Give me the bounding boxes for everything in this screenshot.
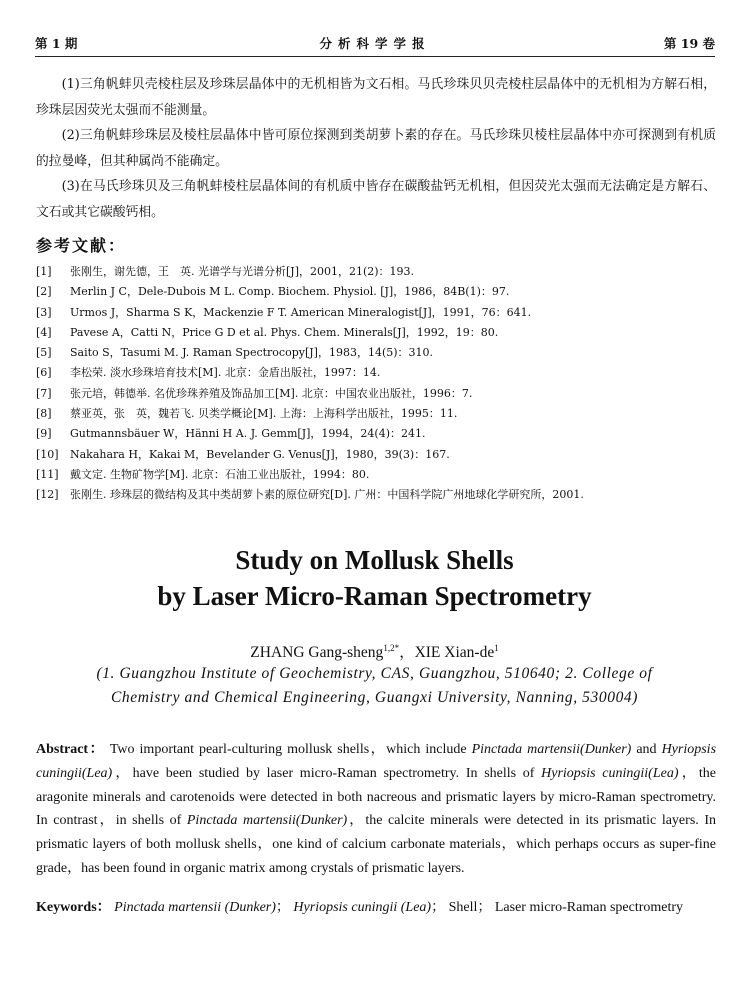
references-heading: 参考文献： (36, 236, 127, 255)
english-title-line2: by Laser Micro-Raman Spectrometry (157, 581, 592, 611)
reference-number: [5] (36, 346, 52, 360)
reference-item (36, 404, 726, 424)
running-header (35, 34, 715, 54)
abstract-text: and (631, 742, 662, 757)
header-rule (35, 56, 715, 57)
species-authority: (Dunker) (295, 813, 348, 829)
volume-number: 第 19 卷 (663, 36, 715, 51)
reference-text: 张刚生. 珍珠层的微结构及其中类胡萝卜素的原位研究[D]. 广州：中国科学院广州地球化学研究所，2001. (70, 488, 584, 502)
reference-number: [3] (36, 305, 52, 319)
journal-name: 分析科学学报 (319, 36, 431, 51)
abstract (36, 738, 716, 881)
keyword: Hyriopsis cuningii (293, 900, 398, 915)
reference-text: 张刚生，谢先德，王 英. 光谱学与光谱分析[J]，2001，21(2)：193. (70, 265, 415, 278)
abstract-text: ，have been studied by laser micro-Raman spectrometry. In shells of (112, 765, 542, 781)
keyword: Pinctada martensii (114, 900, 222, 915)
reference-text: Saito S，Tasumi M. J. Raman Spectrocopy[J]，1983，14(5)：310. (70, 346, 434, 360)
reference-number: [6] (36, 366, 52, 380)
conclusions-section (36, 72, 716, 225)
reference-item (36, 262, 726, 282)
abstract-text: ，the calcite minerals were detected in its prismatic layers. In prismatic layers of both mollusk shells，one kind of calcium carbonate materials，which perhaps occurs as super-fine grade，has been found in organic matrix among crystals of prismatic layers. (36, 813, 716, 876)
conclusion-item: (1)三角帆蚌贝壳棱柱层及珍珠层晶体中的无机相皆为文石相。马氏珍珠贝贝壳棱柱层晶体中的无机相为方解石相，珍珠层因荧光太强而不能测量。 (36, 77, 716, 118)
reference-item (36, 485, 726, 505)
reference-item (36, 424, 726, 444)
affiliation-line2: Chemistry and Chemical Engineering, Guangxi University, Nanning, 530004) (110, 689, 639, 706)
author-name: ZHANG Gang-sheng (250, 644, 384, 661)
reference-text: Urmos J，Sharma S K，Mackenzie F T. American Mineralogist[J]，1991，76：641. (70, 305, 532, 319)
reference-number: [1] (36, 265, 52, 278)
keyword: Laser micro-Raman spectrometry (494, 900, 684, 915)
reference-number: [8] (36, 407, 52, 421)
author-name: XIE Xian-de (414, 644, 495, 661)
reference-text: 蔡亚英，张 英，魏若飞. 贝类学概论[M]. 上海：上海科学出版社，1995：11. (70, 407, 458, 421)
species-name: Pinctada martensii (186, 813, 296, 829)
reference-item (36, 363, 726, 383)
reference-number: [12] (36, 488, 59, 502)
reference-number: [11] (36, 467, 59, 481)
reference-text: 张元培，韩德举. 名优珍珠养殖及饰品加工[M]. 北京：中国农业出版社，1996：7. (70, 386, 473, 400)
conclusion-item: (3)在马氏珍珠贝及三角帆蚌棱柱层晶体间的有机质中皆存在碳酸盐钙无机相，但因荧光太强而无法确定是方解石、文石或其它碳酸钙相。 (36, 179, 716, 220)
reference-item (36, 282, 726, 302)
authors (0, 640, 749, 662)
keyword-separator: ； (477, 900, 495, 915)
species-name: Pinctada martensii (471, 742, 581, 757)
reference-text: Merlin J C，Dele-Dubois M L. Comp. Biochem. Physiol. [J]，1986，84B(1)：97. (70, 285, 510, 299)
abstract-text: ，the aragonite minerals and carotenoids were detected in both nacreous and prismatic layers by micro-Raman spectrometry. In contrast，in shells of (36, 765, 716, 829)
reference-text: Pavese A，Catti N，Price G D et al. Phys. Chem. Minerals[J]，1992，19：80. (70, 325, 499, 339)
keywords (36, 896, 716, 919)
reference-item (36, 343, 726, 363)
reference-number: [2] (36, 285, 52, 299)
reference-item (36, 445, 726, 465)
reference-text: Gutmannsbäuer W，Hänni H A. J. Gemm[J]，1994，24(4)：241. (70, 427, 426, 441)
keywords-label: Keywords (36, 900, 97, 915)
conclusion-item: (2)三角帆蚌珍珠层及棱柱层晶体中皆可原位探测到类胡萝卜素的存在。马氏珍珠贝棱柱层晶体中亦可探测到有机质的拉曼峰，但其种属尚不能确定。 (36, 128, 716, 169)
reference-number: [9] (36, 427, 52, 441)
references-list (36, 262, 726, 506)
keyword-separator: ； (275, 900, 294, 915)
reference-item (36, 323, 726, 343)
species-authority: (Lea) (648, 765, 679, 781)
reference-number: [10] (36, 447, 59, 461)
species-name: Hyriopsis cuningii (36, 742, 717, 781)
author-separator: ， (399, 644, 415, 661)
keyword-separator: ； (431, 900, 449, 915)
keywords-colon: ： (96, 900, 111, 915)
species-authority: (Lea) (81, 765, 113, 781)
species-name: Hyriopsis cuningii (541, 765, 649, 781)
keyword-authority: (Lea) (397, 900, 432, 915)
abstract-text: Two important pearl-culturing mollusk shells，which include (105, 742, 472, 757)
reference-text: 戴文定. 生物矿物学[M]. 北京：石油工业出版社，1994：80. (70, 467, 370, 481)
issue-number: 第 1 期 (35, 36, 78, 51)
affiliation-line1: (1. Guangzhou Institute of Geochemistry, CAS, Guangzhou, 510640; 2. College of (96, 665, 653, 682)
english-title-line1: Study on Mollusk Shells (235, 545, 514, 575)
abstract-label: Abstract (36, 742, 89, 757)
keyword-authority: (Dunker) (221, 900, 276, 915)
reference-item (36, 303, 726, 323)
reference-text: Nakahara H，Kakai M，Bevelander G. Venus[J]，1980，39(3)：167. (70, 447, 450, 461)
abstract-colon: ： (88, 742, 106, 757)
reference-number: [4] (36, 325, 52, 339)
reference-text: 李松荣. 淡水珍珠培育技术[M]. 北京：金盾出版社，1997：14. (70, 366, 381, 380)
keyword: Shell (448, 900, 478, 915)
reference-item (36, 384, 726, 404)
reference-item (36, 465, 726, 485)
author-affiliation-mark: 1,2* (383, 642, 400, 653)
species-authority: (Dunker) (580, 742, 632, 757)
reference-number: [7] (36, 386, 52, 400)
author-affiliation-mark: 1 (494, 642, 499, 653)
